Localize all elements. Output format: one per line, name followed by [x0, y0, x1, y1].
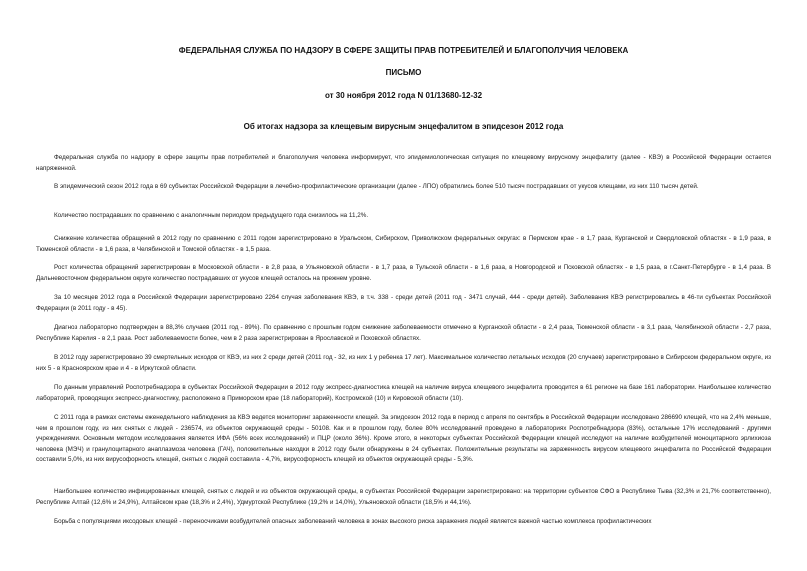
- paragraph-5: Рост количества обращений зарегистрирован в Московской области - в 2,8 раза, в Ульяновской области - в 1,7 раза, в Тульской области - в 1,6 раза, в Новгородской и Псковской областях - в 1,5 раза, в г.Санкт-Петербурге - в 1,4 раза. В Дальневосточном федеральном округе количество пострадавших от укусов клещей осталось на прежнем уровне.: [36, 264, 771, 282]
- paragraph-3: Количество пострадавших по сравнению с аналогичным периодом предыдущего года снизилось на 11,2%.: [54, 212, 369, 219]
- document-subject: Об итогах надзора за клещевым вирусным энцефалитом в эпидсезон 2012 года: [243, 122, 564, 131]
- paragraph-12: Борьба с популяциями иксодовых клещей - переносчиками возбудителей опасных заболеваний человека в зонах высокого риска заражения людей является важной частью комплекса профилактических: [54, 518, 652, 525]
- document-type: ПИСЬМО: [385, 68, 422, 77]
- document-date-number: от 30 ноября 2012 года N 01/13680-12-32: [324, 91, 483, 100]
- paragraph-9: По данным управлений Роспотребнадзора в субъектах Российской Федерации в 2012 году экспресс-диагностика клещей на наличие вируса клещевого энцефалита проводится в 61 регионе на базе 161 лаборатории. Наибольшее количество лабораторий, проводящих экспресс-диагностику, расположено в Приморском крае (18 лабораторий), Костромской (10) и Кировской области (10).: [36, 384, 771, 402]
- paragraph-8: В 2012 году зарегистрировано 39 смертельных исходов от КВЭ, из них 2 среди детей (2011 год - 32, из них 1 у ребенка 17 лет). Максимальное количество летальных исходов (20 случаев) зарегистрировано в Сибирском федеральном округе, из них 5 - в Красноярском крае и 4 - в Иркутской области.: [36, 354, 771, 372]
- paragraph-10: С 2011 года в рамках системы еженедельного наблюдения за КВЭ ведется мониторинг зараженности клещей. За эпидсезон 2012 года в период с апреля по сентябрь в Российской Федерации исследовано 286690 клещей, что на 2,4% меньше, чем в прошлом году, из них снятых с людей - 236574, из объектов окружающей среды - 50108. Как и в прошлом году, более 80% исследований проведено в лабораториях Роспотребнадзора (83%), остальные 17% исследований - другими учреждениями. Основным методом исследования является ИФА (56% всех исследований) и ПЦР (около 36%). Кроме этого, в некоторых субъектах Российской Федерации клещей исследуют на наличие возбудителей моноцитарного эрлихиоза человека (МЭЧ) и гранулоцитарного анаплазмоза человека (ГАЧ), положительные находки в 2012 году были обнаружены в 24 субъектах. Положительные результаты на зараженность вирусом клещевого энцефалита по Российской Федерации составили 5,0%, из них вирусофорность клещей, снятых с людей составила - 4,7%, вирусофорность клещей из объектов окружающей среды - 5,3%.: [36, 414, 771, 463]
- paragraph-2: В эпидемический сезон 2012 года в 69 субъектах Российской Федерации в лечебно-профилактические организации (далее - ЛПО) обратились более 510 тысяч пострадавших от укусов клещами, из них 110 тысяч детей.: [54, 183, 699, 190]
- paragraph-6: За 10 месяцев 2012 года в Российской Федерации зарегистрировано 2264 случая заболевания КВЭ, в т.ч. 338 - среди детей (2011 год - 3471 случай, 444 - среди детей). Заболевания КВЭ регистрировались в 46-ти субъектах Российской Федерации (в 2011 году - в 45).: [36, 294, 771, 312]
- agency-title: ФЕДЕРАЛЬНАЯ СЛУЖБА ПО НАДЗОРУ В СФЕРЕ ЗАЩИТЫ ПРАВ ПОТРЕБИТЕЛЕЙ И БЛАГОПОЛУЧИЯ ЧЕЛОВЕКА: [178, 46, 629, 55]
- paragraph-1: Федеральная служба по надзору в сфере защиты прав потребителей и благополучия человека информирует, что эпидемиологическая ситуация по клещевому вирусному энцефалиту (далее - КВЭ) в Российской Федерации остается напряженной.: [36, 154, 771, 172]
- paragraph-11: Наибольшее количество инфицированных клещей, снятых с людей и из объектов окружающей среды, в субъектах Российской Федерации зарегистрировано: на территории субъектов СФО в Республике Тыва (32,3% и 21,7% соответственно), Республике Алтай (12,6% и 24,9%), Алтайском крае (18,3% и 2,4%), Удмуртской Республике (19,2% и 14,0%), Ульяновской области (18,5% и 44,1%).: [36, 488, 771, 506]
- paragraph-4: Снижение количества обращений в 2012 году по сравнению с 2011 годом зарегистрировано в Уральском, Сибирском, Приволжском федеральных округах: в Пермском крае - в 1,7 раза, Курганской и Свердловской областях - в 1,9 раза, в Тюменской области - в 1,6 раза, в Челябинской и Томской областях - в 1,5 раза.: [36, 235, 771, 253]
- paragraph-7: Диагноз лабораторно подтвержден в 88,3% случаев (2011 год - 89%). По сравнению с прошлым годом снижение заболеваемости отмечено в Курганской области - в 2,4 раза, Тюменской области - в 3,1 раза, Челябинской области - 2,7 раза, Республике Карелия - в 2,1 раза. Рост заболеваемости более, чем в 2 раза зарегистрирован в Ярославской и Псковской областях.: [36, 324, 771, 342]
